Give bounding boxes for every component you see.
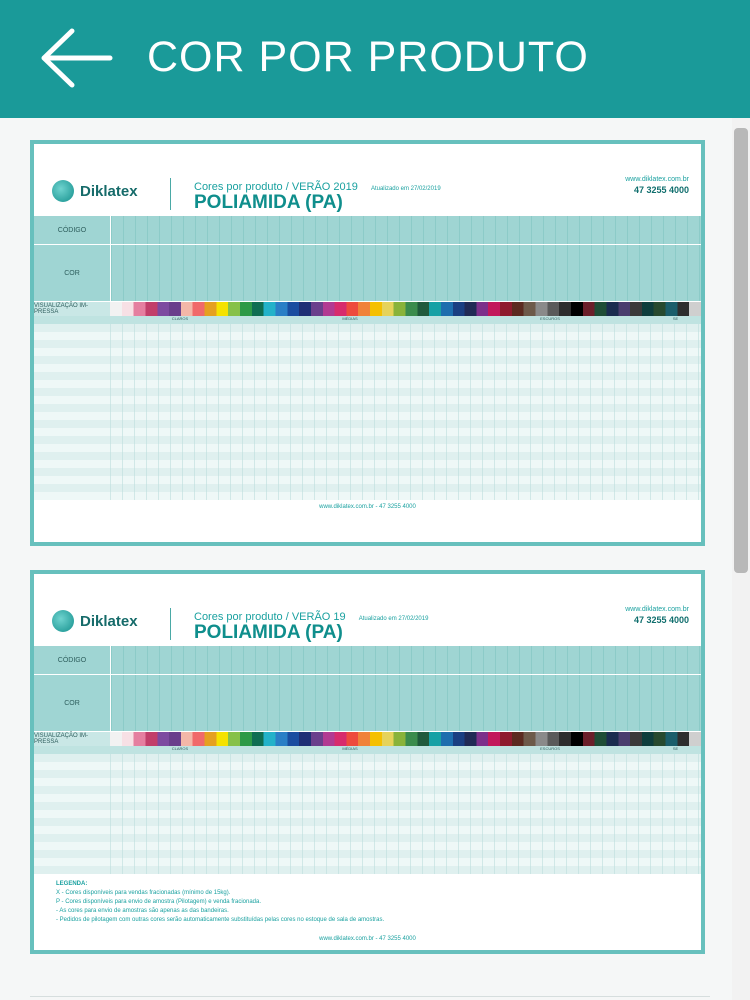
phone-text: 47 3255 4000 (633, 185, 689, 195)
phone-text: 47 3255 4000 (633, 615, 689, 625)
brand-logo (52, 610, 138, 632)
code-header-row (34, 216, 701, 245)
updated-date: Atualizado em 27/02/2019 (358, 616, 429, 622)
code-columns (111, 216, 701, 244)
scrollbar-thumb[interactable] (734, 128, 748, 573)
grid-lines (110, 754, 701, 874)
preview-label: VISUALIZAÇÃO IM-PRESSA (34, 732, 110, 746)
sheet-title: POLIAMIDA (PA) (194, 192, 343, 213)
group-light: CLAROS (171, 746, 189, 751)
updated-date: Atualizado em 27/02/2019 (370, 186, 441, 192)
group-se: SE (672, 316, 679, 321)
legend-line: - As cores para envio de amostras são apenas as das bandeiras. (56, 908, 229, 914)
code-label: CÓDIGO (34, 216, 111, 244)
subtitle-text: Cores por produto / VERÃO 19 (194, 611, 346, 623)
code-label: CÓDIGO (34, 646, 111, 674)
swatch-row (34, 732, 701, 746)
subtitle-text: Cores por produto / VERÃO 2019 (194, 181, 358, 193)
color-name-row (34, 245, 701, 302)
swatch-row (34, 302, 701, 316)
group-dark: ESCUROS (540, 746, 560, 751)
product-rows (34, 324, 701, 500)
header-divider (170, 178, 171, 210)
color-grid (34, 646, 701, 874)
code-header-row (34, 646, 701, 675)
sheet-header (34, 574, 701, 644)
group-dark: ESCUROS (540, 316, 560, 321)
page-title: COR POR PRODUTO (147, 33, 589, 81)
group-se: SE (672, 746, 679, 751)
brand-logo (52, 180, 138, 202)
color-swatches (110, 732, 701, 746)
product-color-sheet-2 (30, 570, 705, 954)
product-rows (34, 754, 701, 874)
next-sheet-edge (30, 996, 710, 997)
group-medium: MÉDIAS (342, 746, 358, 751)
legend-line: - Pedidos de pilotagem com outras cores serão automaticamente substituídas pelas cores no estoque de sala de amostras. (56, 917, 385, 923)
legend-line: X - Cores disponíveis para vendas fracionadas (mínimo de 15kg). (56, 890, 231, 896)
color-label: COR (34, 245, 111, 301)
color-swatches (110, 302, 701, 316)
color-name-columns (111, 245, 701, 301)
group-header (34, 316, 701, 324)
sheet-title: POLIAMIDA (PA) (194, 622, 343, 643)
grid-lines (110, 324, 701, 500)
code-columns (111, 646, 701, 674)
website-text: www.diklatex.com.br (625, 606, 689, 613)
color-name-columns (111, 675, 701, 731)
group-header (34, 746, 701, 754)
arrow-left-icon[interactable] (38, 27, 114, 89)
sheet-footer: www.diklatex.com.br - 47 3255 4000 (319, 504, 416, 510)
sheet-header (34, 144, 701, 214)
app-bar (0, 0, 750, 118)
color-name-row (34, 675, 701, 732)
legend (56, 880, 384, 925)
preview-label: VISUALIZAÇÃO IM-PRESSA (34, 302, 110, 316)
sheet-footer: www.diklatex.com.br - 47 3255 4000 (319, 936, 416, 942)
diklatex-logo-icon (52, 610, 74, 632)
color-label: COR (34, 675, 111, 731)
diklatex-logo-icon (52, 180, 74, 202)
brand-name: Diklatex (80, 612, 138, 630)
legend-title: LEGENDA: (56, 881, 88, 887)
website-text: www.diklatex.com.br (625, 176, 689, 183)
color-grid (34, 216, 701, 500)
group-medium: MÉDIAS (342, 316, 358, 321)
group-light: CLAROS (171, 316, 189, 321)
header-divider (170, 608, 171, 640)
product-color-sheet-1 (30, 140, 705, 546)
brand-name: Diklatex (80, 182, 138, 200)
legend-line: P - Cores disponíveis para envio de amostra (Pilotagem) e venda fracionada. (56, 899, 261, 905)
